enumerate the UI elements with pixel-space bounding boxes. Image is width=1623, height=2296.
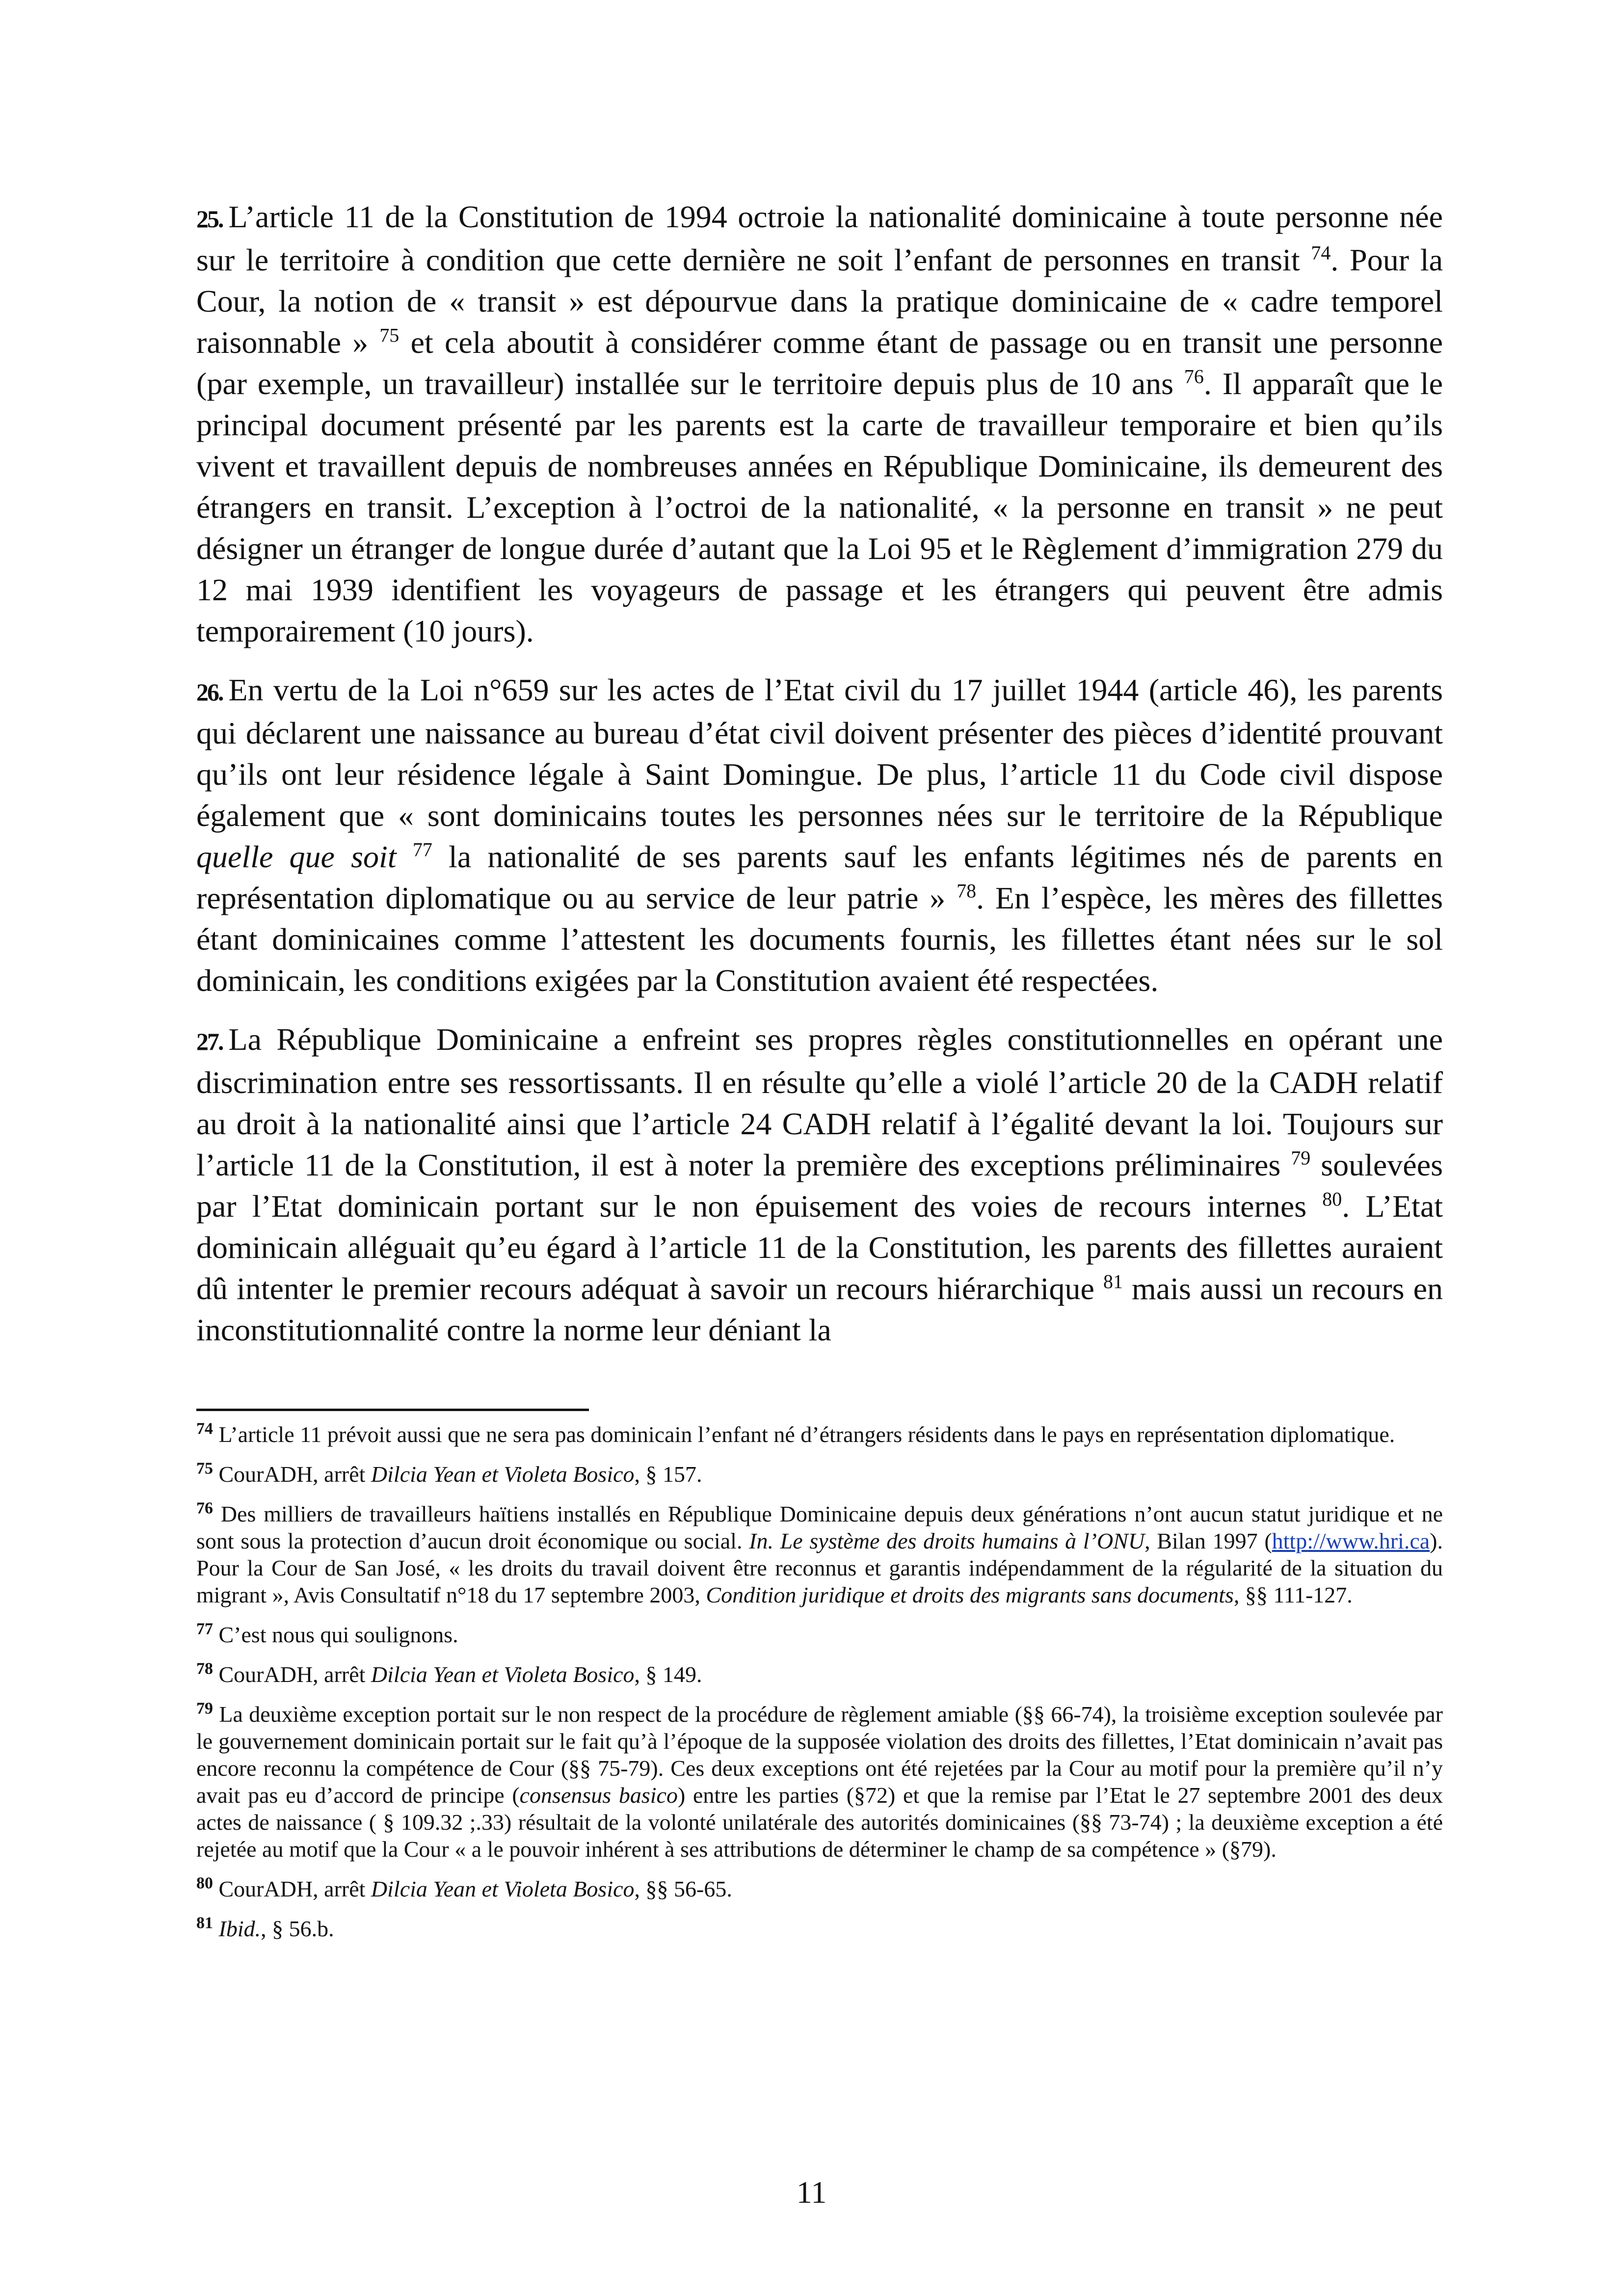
paragraph-25 bbox=[196, 196, 1443, 652]
footnote-77 bbox=[196, 1621, 1443, 1648]
footnote-number: 80 bbox=[196, 1874, 213, 1893]
footnote-number: 75 bbox=[196, 1459, 213, 1478]
footnote-80 bbox=[196, 1875, 1443, 1902]
paragraph-number: 25. bbox=[196, 205, 223, 233]
paragraph-text: En vertu de la Loi n°659 sur les actes de l’Etat civil du 17 juillet 1944 (article 46), les parents qui déclarent une naissance au bureau d’état civil doivent présenter des pièces d’identité prouvant qu’ils ont leur résidence légale à Saint Domingue. De plus, l’article 11 du Code civil dispose également que « sont dominicains toutes les personnes nées sur le territoire de la République bbox=[196, 672, 1443, 833]
paragraph-text: . L’Etat dominicain alléguait qu’eu égard à l’article 11 de la Constitution, les parents des fillettes auraient dû intenter le premier recours adéquat à savoir un recours hiérarchique bbox=[196, 1189, 1443, 1306]
footnote-number: 77 bbox=[196, 1620, 213, 1638]
main-text bbox=[196, 196, 1443, 1368]
footnote-text: CourADH, arrêt bbox=[218, 1662, 371, 1687]
footnote-79 bbox=[196, 1701, 1443, 1863]
footnote-76 bbox=[196, 1500, 1443, 1608]
footnote-75 bbox=[196, 1461, 1443, 1488]
source-title-acronym: ONU bbox=[1096, 1528, 1145, 1553]
footnote-number: 79 bbox=[196, 1699, 213, 1718]
paragraph-text: . Il apparaît que le principal document présenté par les parents est la carte de travailleur temporaire et bien qu’ils vivent et travaillent depuis de nombreuses années en République Dominicaine, ils demeurent des étrangers en transit. L’exception à l’octroi de la nationalité, « la personne en transit » ne peut désigner un étranger de longue durée d’autant que la Loi 95 et le Règlement d’immigration 279 du 12 mai 1939 identifient les voyageurs de passage et les étrangers qui peuvent être admis temporairement (10 jours). bbox=[196, 366, 1443, 648]
latin-term: consensus basico bbox=[519, 1783, 678, 1808]
footnote-number: 74 bbox=[196, 1419, 213, 1438]
page-number: 11 bbox=[796, 2175, 827, 2210]
footnote-text: ). Pour la Cour de San José, « les droits du travail doivent être reconnus et garantis indépendamment de la régularité de la situation du migrant », Avis Consultatif n°18 du 17 septembre 2003, bbox=[196, 1528, 1443, 1607]
paragraph-text bbox=[397, 839, 413, 874]
italic-emphasis: quelle que soit bbox=[196, 839, 397, 874]
footnote-text: L’article 11 prévoit aussi que ne sera pas dominicain l’enfant né d’étrangers résidents dans le pays en représentation diplomatique. bbox=[218, 1422, 1395, 1447]
paragraph-number: 27. bbox=[196, 1028, 223, 1055]
case-name: Dilcia Yean et Violeta Bosico bbox=[371, 1462, 635, 1487]
paragraph-number: 26. bbox=[196, 678, 223, 706]
footnote-number: 81 bbox=[196, 1914, 213, 1932]
footnote-separator bbox=[196, 1409, 589, 1411]
footnotes bbox=[196, 1421, 1443, 1955]
footnote-ref-80[interactable]: 80 bbox=[1322, 1188, 1342, 1210]
footnote-78 bbox=[196, 1661, 1443, 1688]
footnote-number: 76 bbox=[196, 1499, 213, 1518]
paragraph-text: et cela aboutit à considérer comme étant de passage ou en transit une personne (par exemple, un travailleur) installée sur le territoire depuis plus de 10 ans bbox=[196, 325, 1443, 401]
footnote-text: CourADH, arrêt bbox=[218, 1462, 371, 1487]
footnote-ref-76[interactable]: 76 bbox=[1184, 365, 1204, 388]
footnote-number: 78 bbox=[196, 1659, 213, 1678]
paragraph-text: soulevées par l’Etat dominicain portant sur le non épuisement des voies de recours internes bbox=[196, 1148, 1443, 1224]
footnote-ref-78[interactable]: 78 bbox=[957, 880, 977, 902]
paragraph-text: la nationalité de ses parents sauf les enfants légitimes nés de parents en représentation diplomatique ou au service de leur patrie » bbox=[196, 839, 1443, 915]
footnote-text: , § 157. bbox=[634, 1462, 702, 1487]
footnote-text: , §§ 56-65. bbox=[634, 1876, 732, 1901]
case-name: Dilcia Yean et Violeta Bosico bbox=[371, 1876, 635, 1901]
footnote-text: C’est nous qui soulignons. bbox=[218, 1622, 458, 1647]
footnote-text: La deuxième exception portait sur le non respect de la procédure de règlement amiable (§§ 66-74), la troisième exception soulevée par le gouvernement dominicain portait sur le fait qu’à l’époque de la supposée violation des droits des fillettes, l’Etat dominicain n’avait pas encore reconnu la compétence de Cour (§§ 75-79). Ces deux exceptions ont été rejetées par la Cour au motif pour la première qu’il n’y avait pas eu d’accord de principe ( bbox=[196, 1702, 1443, 1808]
footnote-text: Des milliers de travailleurs haïtiens installés en République Dominicaine depuis deux générations n’ont aucun statut juridique et ne sont sous la protection d’aucun droit économique ou social. bbox=[196, 1501, 1443, 1553]
paragraph-text: La République Dominicaine a enfreint ses propres règles constitutionnelles en opérant une discrimination entre ses ressortissants. Il en résulte qu’elle a violé l’article 20 de la CADH relatif au droit à la nationalité ainsi que l’article 24 CADH relatif à l’égalité devant la loi. Toujours sur l’article 11 de la Constitution, il est à noter la première des exceptions préliminaires bbox=[196, 1022, 1443, 1182]
footnote-ref-77[interactable]: 77 bbox=[412, 838, 432, 861]
footnote-ref-75[interactable]: 75 bbox=[379, 324, 399, 347]
source-title: In. Le système des droits humains à l’ bbox=[749, 1528, 1097, 1553]
ibid: Ibid. bbox=[218, 1916, 261, 1941]
paragraph-text: L’article 11 de la Constitution de 1994 octroie la nationalité dominicaine à toute personne née sur le territoire à condition que cette dernière ne soit l’enfant de personnes en transit bbox=[196, 199, 1443, 277]
footnote-81 bbox=[196, 1915, 1443, 1942]
footnote-text: , § 149. bbox=[634, 1662, 702, 1687]
footnote-ref-74[interactable]: 74 bbox=[1311, 241, 1331, 264]
footnote-text: , Bilan 1997 ( bbox=[1144, 1528, 1272, 1553]
hri-link[interactable]: http://www.hri.ca bbox=[1272, 1528, 1430, 1553]
footnote-text: , § 56.b. bbox=[261, 1916, 334, 1941]
footnote-ref-79[interactable]: 79 bbox=[1291, 1147, 1311, 1169]
case-name: Dilcia Yean et Violeta Bosico bbox=[371, 1662, 635, 1687]
footnote-text: CourADH, arrêt bbox=[218, 1876, 371, 1901]
paragraph-27 bbox=[196, 1019, 1443, 1351]
footnote-ref-81[interactable]: 81 bbox=[1103, 1270, 1123, 1293]
paragraph-26 bbox=[196, 669, 1443, 1001]
paragraph-text: mais aussi un recours en inconstitutionnalité contre la norme leur déniant la bbox=[196, 1271, 1443, 1347]
paragraph-text: . Pour la Cour, la notion de « transit » est dépourvue dans la pratique dominicaine de « cadre temporel raisonnable » bbox=[196, 242, 1443, 360]
footnote-text: ) entre les parties (§72) et que la remise par l’Etat le 27 septembre 2001 des deux actes de naissance ( § 109.32 ;.33) résultait de la volonté unilatérale des autorités dominicaines (§§ 73-74) ; la deuxième exception a été rejetée au motif que la Cour « a le pouvoir inhérent à ses attributions de déterminer le champ de sa compétence » (§79). bbox=[196, 1783, 1443, 1862]
paragraph-text: . En l’espèce, les mères des fillettes étant dominicaines comme l’attestent les documents fournis, les fillettes étant nées sur le sol dominicain, les conditions exigées par la Constitution avaient été respectées. bbox=[196, 881, 1443, 998]
source-title: Condition juridique et droits des migrants sans documents bbox=[706, 1582, 1234, 1607]
footnote-74 bbox=[196, 1421, 1443, 1448]
footnote-text: , §§ 111-127. bbox=[1233, 1582, 1353, 1607]
